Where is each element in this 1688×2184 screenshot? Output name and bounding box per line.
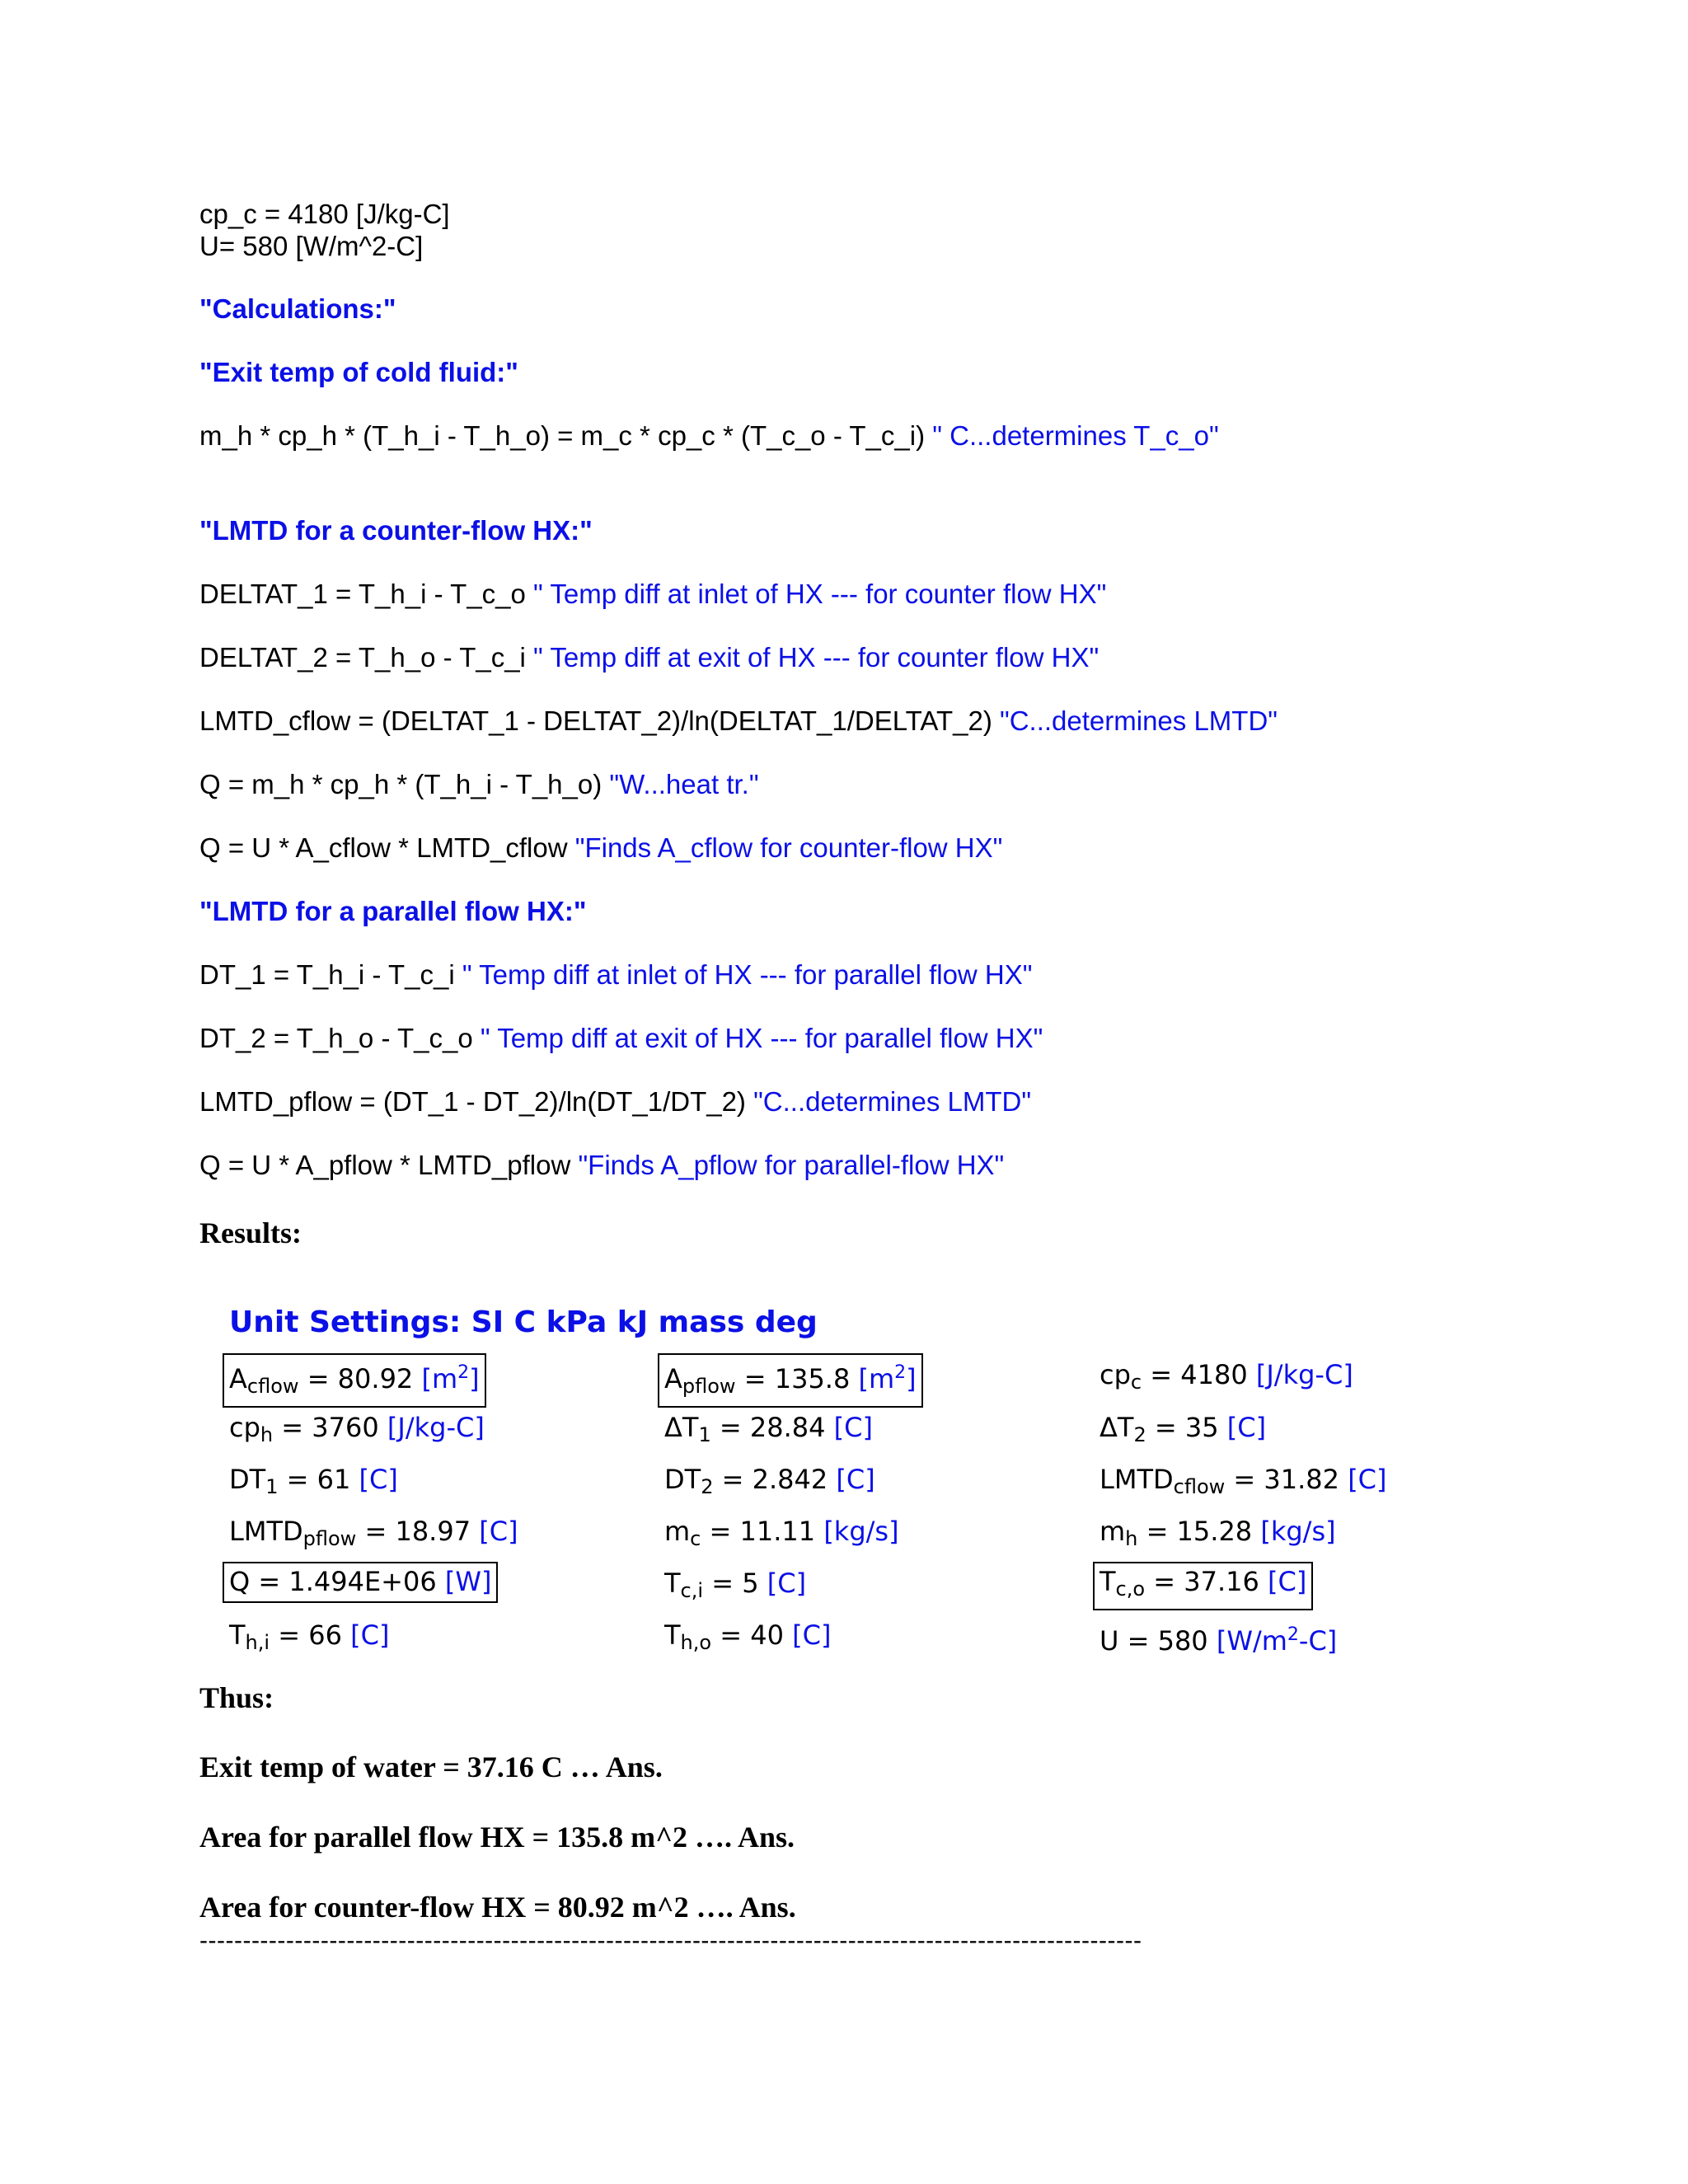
equation-expr: Q = m_h * cp_h * (T_h_i - T_h_o) [199,769,603,799]
answer-parallel-area: Area for parallel flow HX = 135.8 m^2 …. Ans. [199,1821,795,1854]
equation-expr: DELTAT_1 = T_h_i - T_c_o [199,579,526,609]
equation-a-pflow [199,1149,1004,1182]
heading-lmtd-parallel: "LMTD for a parallel flow HX:" [199,896,587,926]
equation-comment: " Temp diff at exit of HX --- for counter flow HX" [525,642,1100,673]
equation-deltat-2 [199,641,1099,674]
answer-counter-area: Area for counter-flow HX = 80.92 m^2 …. Ans. [199,1891,796,1924]
unit-settings: Unit Settings: SI C kPa kJ mass deg [229,1305,818,1339]
result-lmtd-pflow: $LMTD_{pflow} = 18.97$ [C] [229,1516,518,1550]
input-u: U= 580 [W/m^2-C] [199,231,424,261]
result-t-h-o: $T_{h,o} = 40$ [C] [664,1619,832,1654]
result-cp-h: $cp_h = 3760$ [J/kg-C] [229,1412,485,1446]
result-t-h-i: $T_{h,i} = 66$ [C] [229,1619,390,1654]
equation-expr: DELTAT_2 = T_h_o - T_c_i [199,642,526,673]
equation-lmtd-cflow [199,705,1278,738]
equation-comment: " Temp diff at exit of HX --- for parallel flow HX" [472,1023,1043,1053]
equation-comment: " C...determines T_c_o" [932,420,1219,451]
result-deltat-2: $\Delta T_2 = 35$ [C] [1100,1412,1267,1446]
equation-deltat-1 [199,578,1106,611]
result-deltat-1: $\Delta T_1 = 28.84$ [C] [664,1412,873,1446]
equation-heat-transfer [199,768,759,801]
equation-comment: " Temp diff at inlet of HX --- for parallel flow HX" [454,959,1033,990]
result-dt-1: $DT_1 = 61$ [C] [229,1464,398,1498]
result-q: Q = 1.494E+06 [W] [223,1562,498,1603]
equation-comment: "C...determines LMTD" [992,705,1278,736]
equation-expr: LMTD_pflow = (DT_1 - DT_2)/ln(DT_1/DT_2) [199,1086,746,1117]
divider-line: ------------------------------------------------------------------------------------------------------------- [199,1927,1142,1954]
thus-label: Thus: [199,1681,274,1714]
result-t-c-o: $T_{c,o} = 37.16$ [C] [1093,1562,1313,1610]
result-lmtd-cflow: $LMTD_{cflow} = 31.82$ [C] [1100,1464,1387,1498]
input-cp-c: cp_c = 4180 [J/kg-C] [199,199,450,229]
equation-expr: Q = U * A_cflow * LMTD_cflow [199,832,575,863]
equation-comment: "Finds A_pflow for parallel-flow HX" [578,1150,1005,1180]
result-a-pflow: $A_{pflow} = 135.8$ $[m^2]$ [658,1353,923,1408]
result-dt-2: $DT_2 = 2.842$ [C] [664,1464,875,1498]
equation-energy-balance [199,419,1219,452]
result-t-c-i: $T_{c,i} = 5$ [C] [664,1568,807,1602]
result-cp-c: $cp_c = 4180$ [J/kg-C] [1100,1359,1353,1394]
equation-dt-2 [199,1022,1043,1055]
equation-expr: LMTD_cflow = (DELTAT_1 - DELTAT_2)/ln(DELTAT_1/DELTAT_2) [199,705,992,736]
result-u: U = 580 $[W/m^2-C]$ [1100,1624,1338,1657]
result-m-h: $m_h = 15.28$ [kg/s] [1100,1516,1336,1550]
equation-expr: Q = U * A_pflow * LMTD_pflow [199,1150,579,1180]
heading-calculations: "Calculations:" [199,293,396,324]
equation-dt-1 [199,958,1033,991]
equation-a-cflow [199,832,1002,865]
equation-expr: DT_1 = T_h_i - T_c_i [199,959,455,990]
heading-lmtd-counter: "LMTD for a counter-flow HX:" [199,515,593,546]
heading-exit-temp: "Exit temp of cold fluid:" [199,357,518,387]
result-a-cflow: $A_{cflow} = 80.92$ $[m^2]$ [223,1353,486,1408]
equation-comment: "C...determines LMTD" [745,1086,1032,1117]
results-label: Results: [199,1216,302,1249]
equation-lmtd-pflow [199,1085,1031,1118]
equation-expr: m_h * cp_h * (T_h_i - T_h_o) = m_c * cp_c * (T_c_o - T_c_i) [199,420,933,451]
equation-expr: DT_2 = T_h_o - T_c_o [199,1023,473,1053]
equation-comment: " Temp diff at inlet of HX --- for counter flow HX" [525,579,1107,609]
result-m-c: $m_c = 11.11$ [kg/s] [664,1516,899,1550]
answer-exit-temp: Exit temp of water = 37.16 C … Ans. [199,1750,663,1783]
equation-comment: "Finds A_cflow for counter-flow HX" [574,832,1003,863]
equation-comment: "W...heat tr." [602,769,759,799]
